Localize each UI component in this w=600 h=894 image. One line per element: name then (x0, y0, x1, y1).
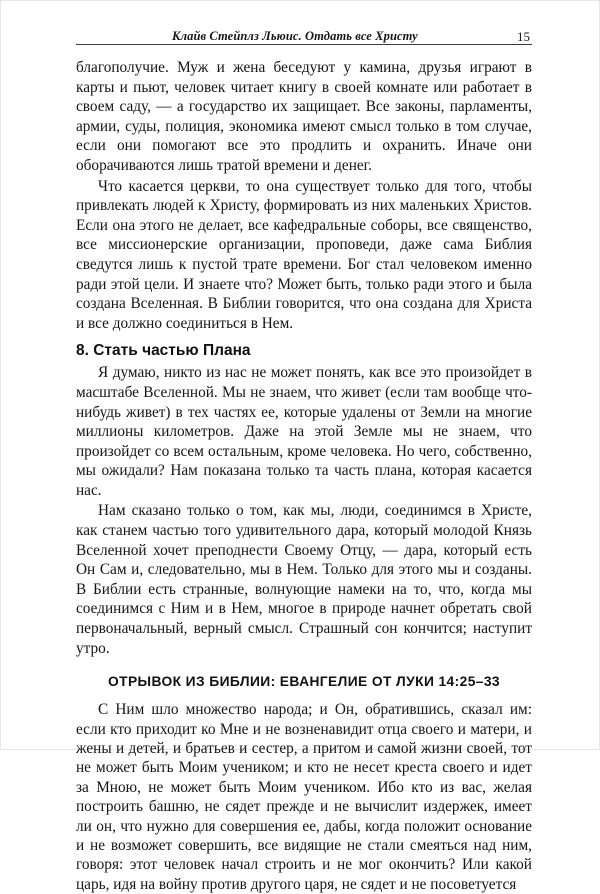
running-header (76, 22, 532, 45)
paragraph-continuation: благополучие. Муж и жена беседуют у камина, друзья играют в карты и пьют, человек читает книгу в своей комнате или работает в своем саду, — а государство их защищает. Все законы, парламенты, армии, суды, полиция, экономика имеют смысл только в том случае, если они помогают все это продлить и охранить. Иначе они оборачиваются лишь тратой времени и денег. (76, 59, 532, 174)
bible-excerpt-text: С Ним шло множество народа; и Он, обратившись, сказал им: если кто приходит ко Мне и не возненавидит отца своего и матери, и жены и детей, и братьев и сестер, а притом и самой жизни своей, тот не может быть Моим учеником; и кто не несет креста своего и идет за Мною, не может быть Моим учеником. Ибо кто из вас, желая построить башню, не сядет прежде и не вычислит издержек, имеет ли он, что нужно для совершения ее, дабы, когда положит основание и не возможет совершить, все видящие не стали смеяться над ним, говоря: этот человек начал строить и не мог окончить? Или какой царь, идя на войну против другого царя, не сядет и не посоветуется (76, 701, 532, 893)
page-number: 15 (517, 29, 530, 44)
paragraph-christ-gift: Нам сказано только о том, как мы, люди, соединимся в Христе, как станем частью того удивительного дара, который молодой Князь Вселенной хочет преподнести Своему Отцу, — дара, который есть Он Сам и, следовательно, мы в Нем. Только для этого мы и созданы. В Библии есть странные, волнующие намеки на то, что, когда мы соединимся с Ним и в Нем, многое в природе начнет обретать свой первоначальный, верный смысл. Страшный сон кончится; наступит утро. (76, 502, 532, 657)
section-heading: 8. Стать частью Плана (76, 342, 251, 360)
running-title: Клайв Стейплз Льюис. Отдать все Христу (172, 29, 418, 43)
bible-excerpt-heading: ОТРЫВОК ИЗ БИБЛИИ: ЕВАНГЕЛИЕ ОТ ЛУКИ 14:25–33 (107, 674, 500, 690)
paragraph-church: Что касается церкви, то она существует только для того, чтобы привлекать людей к Христу, формировать из них маленьких Христов. Если она этого не делает, все кафедральные соборы, все священство, все миссионерские организации, проповеди, даже сама Библия сведутся лишь к пустой трате времени. Бог стал человеком именно ради этой цели. И знаете что? Может быть, только ради этого и была создана Вселенная. В Библии говорится, что она создана для Христа и все должно соединиться в Нем. (76, 177, 532, 332)
paragraph-universe: Я думаю, никто из нас не может понять, как все это произойдет в масштабе Вселенной. Мы не знаем, что живет (если там вообще что-нибудь живет) в тех частях ее, которые удалены от Земли на многие миллионы километров. Даже на этой Земле мы не знаем, что произойдет со всем остальным, кроме человека. Но чего, собственно, мы ожидали? Нам показана только та часть плана, которая касается нас. (76, 364, 532, 499)
page-body (76, 58, 532, 894)
